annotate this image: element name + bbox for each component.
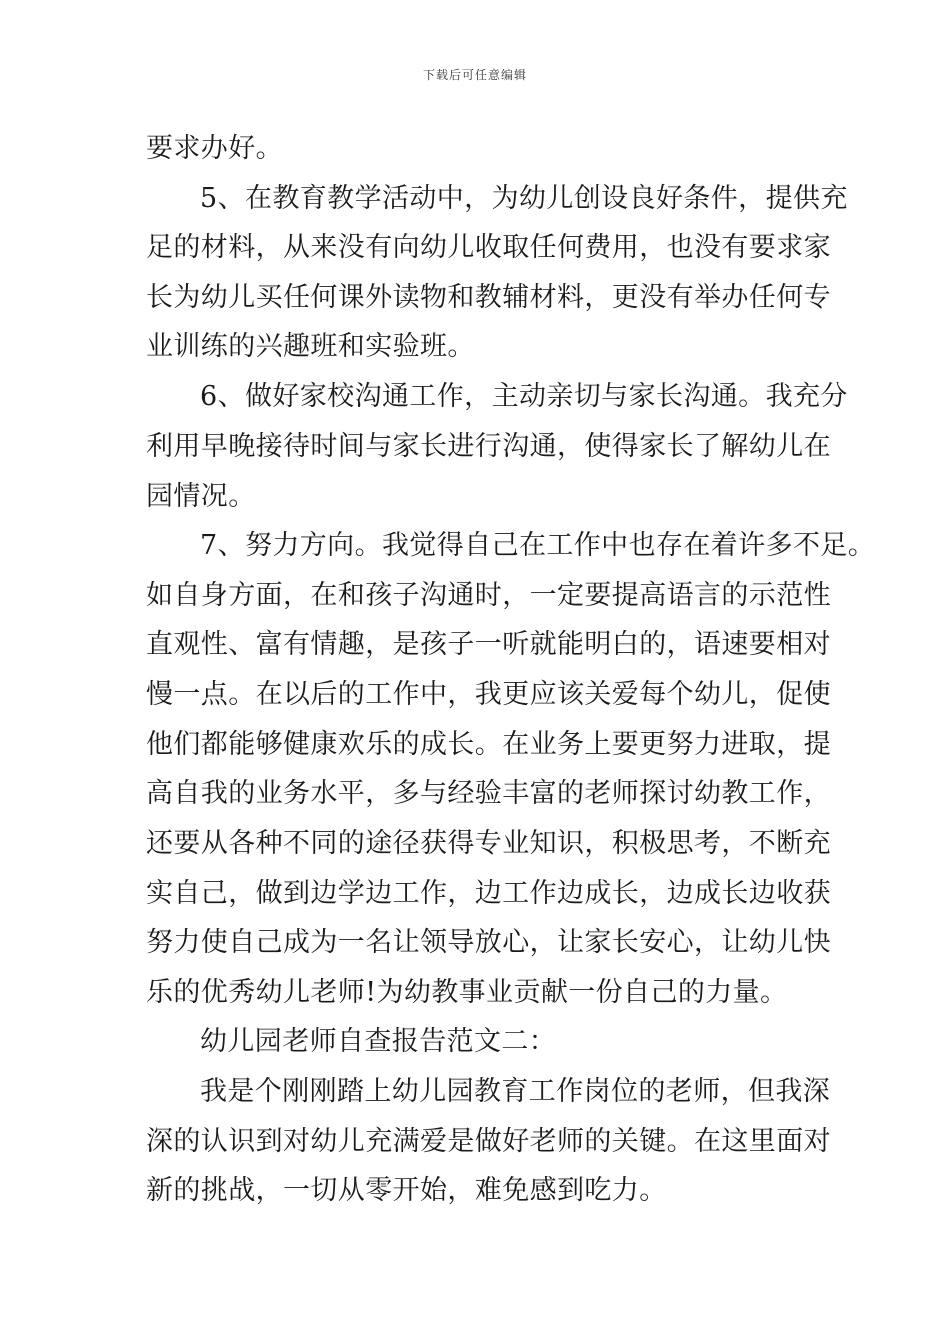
text-line: 足的材料，从来没有向幼儿收取任何费用，也没有要求家 (146, 232, 831, 263)
text-line: 我是个刚刚踏上幼儿园教育工作岗位的老师，但我深 (200, 1076, 831, 1107)
text-line: 新的挑战，一切从零开始，难免感到吃力。 (146, 1175, 667, 1206)
section-heading: 幼儿园老师自查报告范文二： (200, 1026, 557, 1057)
text-line: 6、做好家校沟通工作，主动亲切与家长沟通。我充分 (200, 381, 848, 412)
text-line: 他们都能够健康欢乐的成长。在业务上要更努力进取，提 (146, 729, 831, 760)
page-header: 下载后可任意编辑 (422, 68, 527, 82)
text-line: 5、在教育教学活动中，为幼儿创设良好条件，提供充 (200, 183, 848, 214)
text-line: 要求办好。 (146, 133, 283, 164)
text-line: 努力使自己成为一名让领导放心，让家长安心，让幼儿快 (146, 927, 831, 958)
text-line: 利用早晚接待时间与家长进行沟通，使得家长了解幼儿在 (146, 431, 831, 462)
text-line: 高自我的业务水平，多与经验丰富的老师探讨幼教工作， (146, 778, 831, 809)
text-line: 深的认识到对幼儿充满爱是做好老师的关键。在这里面对 (146, 1126, 831, 1157)
text-line: 实自己，做到边学边工作，边工作边成长，边成长边收获 (146, 878, 831, 909)
text-line: 业训练的兴趣班和实验班。 (146, 331, 475, 362)
text-line: 直观性、富有情趣，是孩子一听就能明白的，语速要相对 (146, 629, 831, 660)
text-line: 乐的优秀幼儿老师!为幼教事业贡献一份自己的力量。 (146, 977, 788, 1008)
text-line: 7、努力方向。我觉得自己在工作中也存在着许多不足。 (200, 530, 876, 561)
text-line: 园情况。 (146, 481, 256, 512)
text-line: 还要从各种不同的途径获得专业知识，积极思考，不断充 (146, 828, 831, 859)
text-line: 长为幼儿买任何课外读物和教辅材料，更没有举办任何专 (146, 282, 831, 313)
text-line: 如自身方面，在和孩子沟通时，一定要提高语言的示范性 (146, 580, 831, 611)
text-line: 慢一点。在以后的工作中，我更应该关爱每个幼儿，促使 (146, 679, 831, 710)
